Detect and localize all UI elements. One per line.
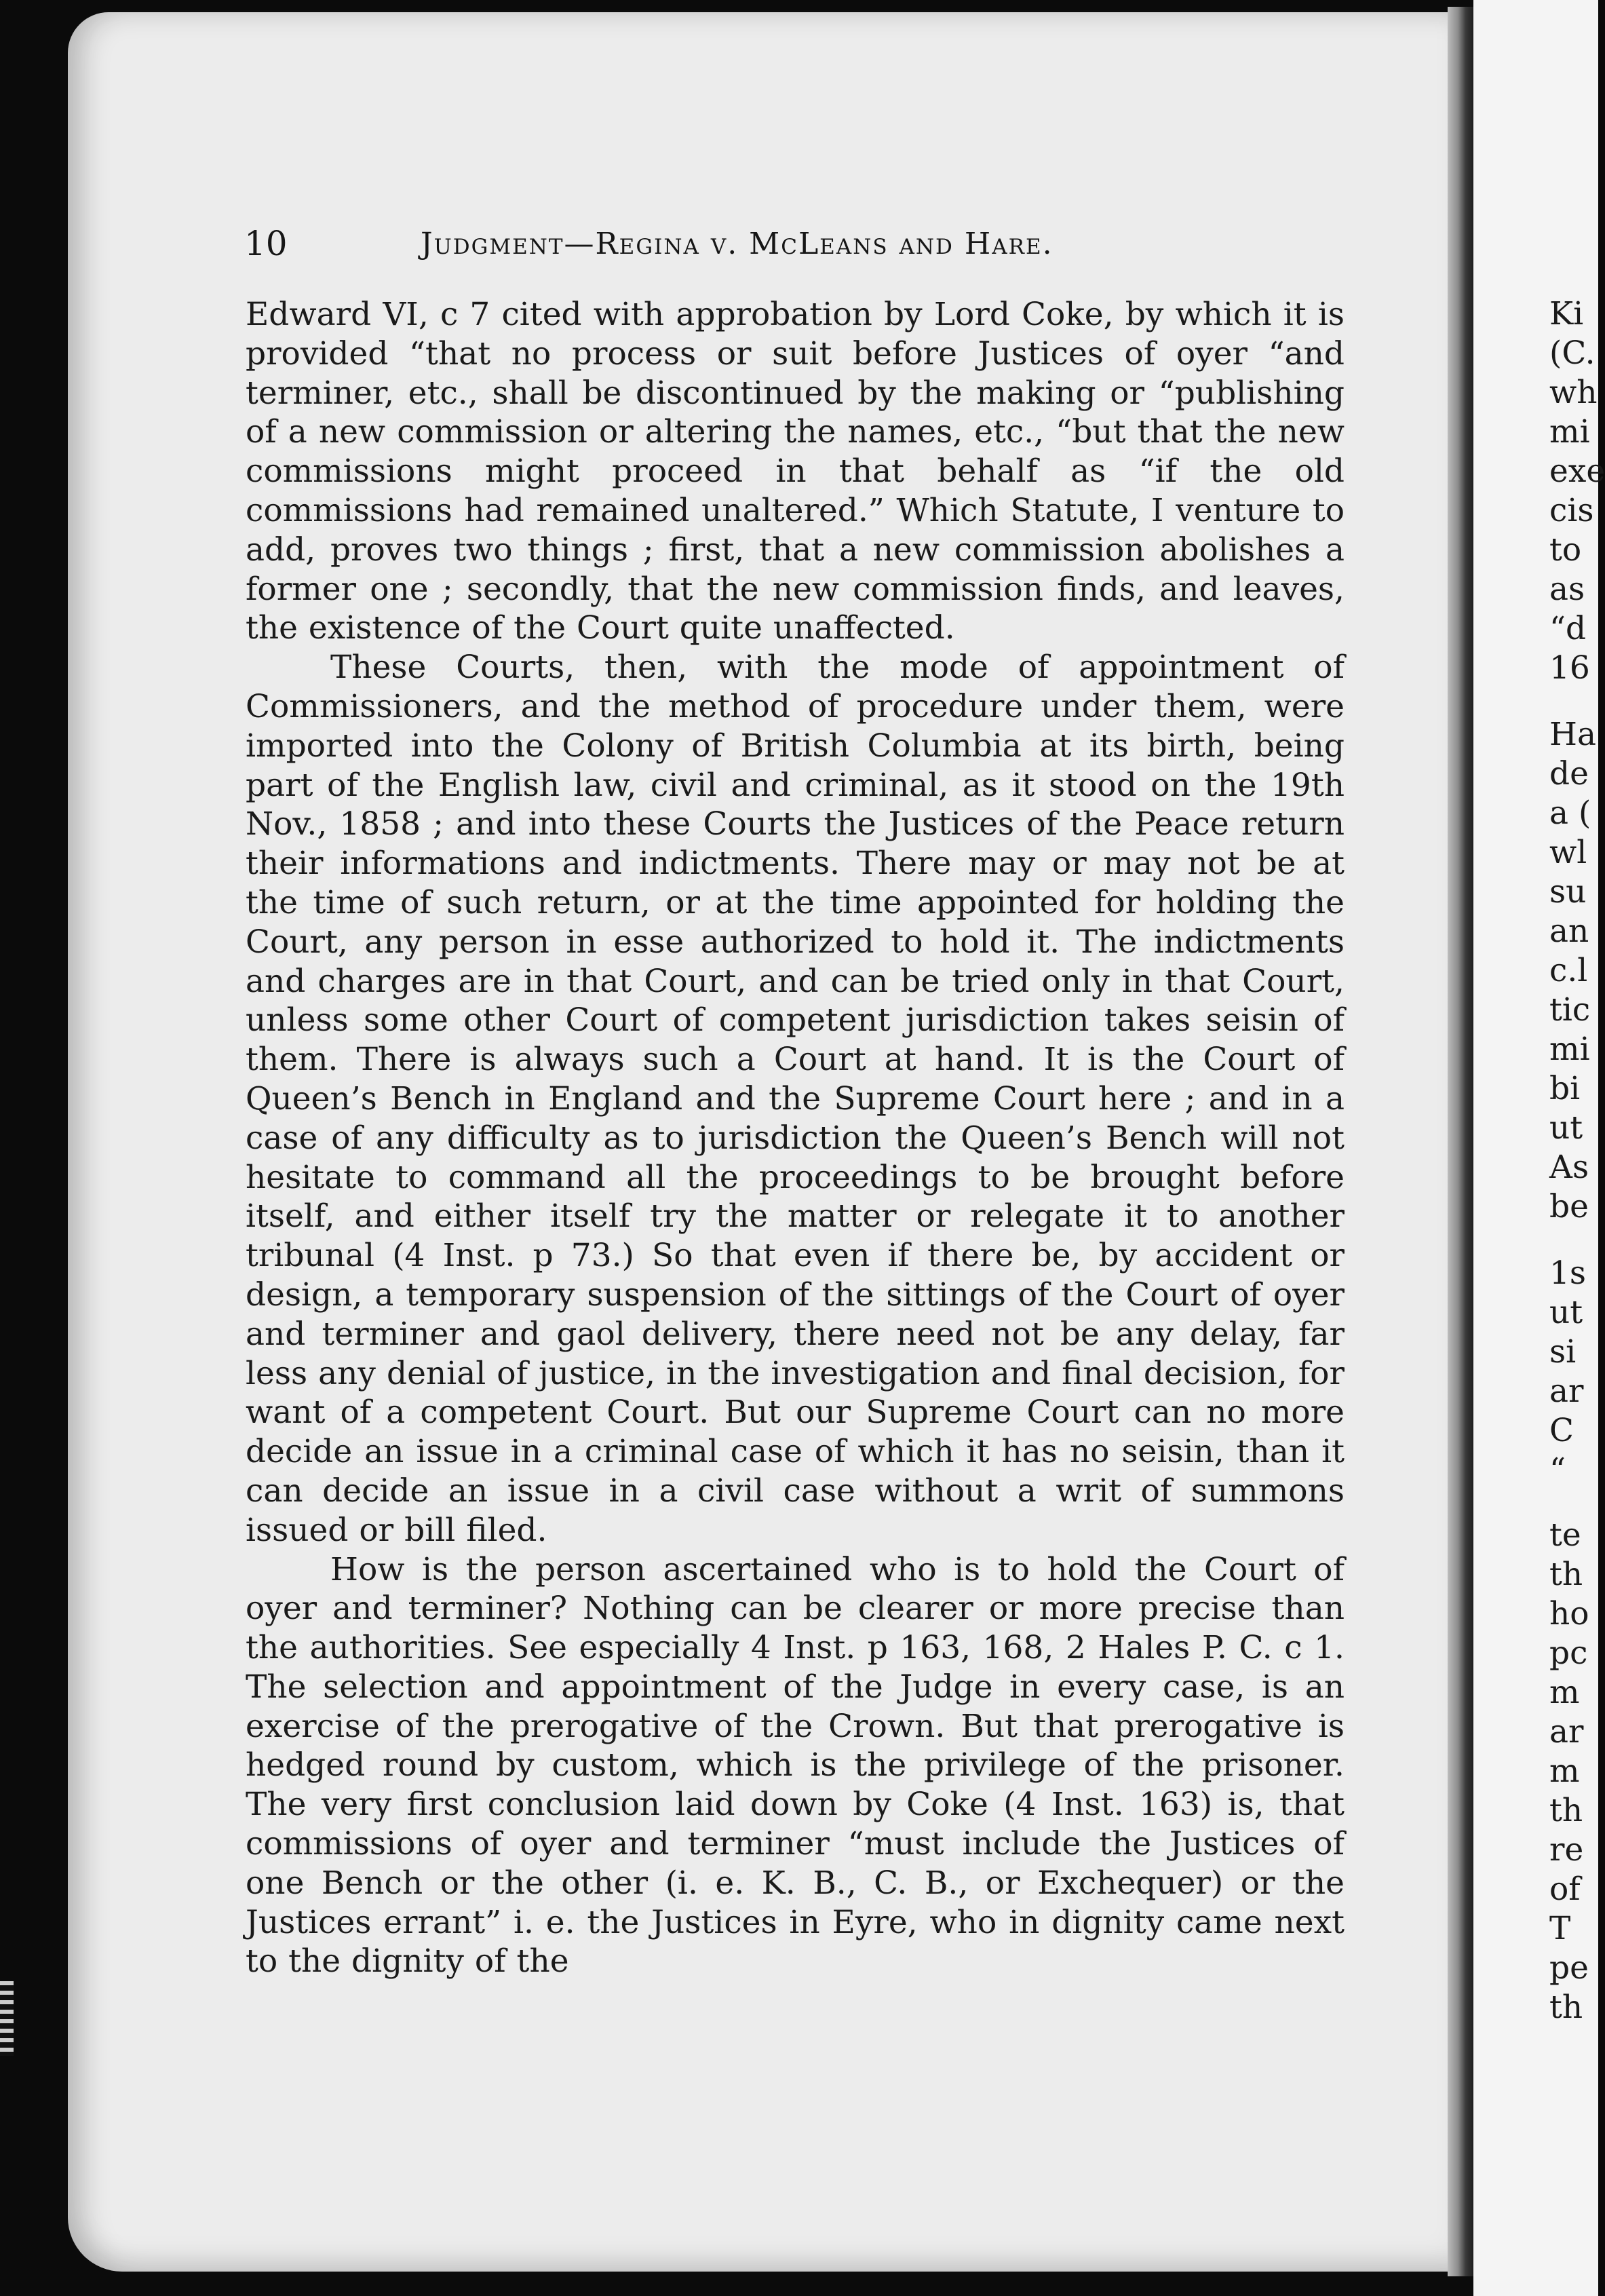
right-page-fragment: ho [1549,1595,1589,1632]
main-text [246,295,1345,1981]
right-page-fragment: pe [1549,1949,1589,1987]
right-page-fragment: C [1549,1412,1574,1449]
right-page-fragment: of [1549,1871,1581,1908]
right-page-fragment: re [1549,1831,1584,1869]
paragraph-1: Edward VI, c 7 cited with approbation by Lord Coke, by which it is provided “that no process or suit before Justices of oyer “and terminer, etc., shall be discontinued by the making or “publishing of a new commission or altering the names, etc., “but that the new commissions might proceed in that behalf as “if the old commissions had remained unaltered.” Which Statute, I venture to add, proves two things ; first, that a new commission abolishes a former one ; secondly, that the new commission finds, and leaves, the existence of the Court quite unaffected. [246,296,1345,647]
right-page-fragment: 16 [1549,649,1590,687]
right-page-fragment: th [1549,1556,1583,1593]
right-page-fragment: si [1549,1333,1577,1371]
right-page-fragment: de [1549,755,1589,792]
right-page-fragment: exe [1549,453,1605,490]
right-page-fragment: th [1549,1989,1583,2026]
right-page-fragment: bi [1549,1070,1581,1107]
right-page-fragment: “d [1549,610,1587,647]
right-page-fragment: Ha [1549,716,1597,753]
right-page-fragment: ar [1549,1373,1584,1410]
right-page-fragment: c.l [1549,952,1588,989]
right-page-fragment: Ki [1549,295,1584,332]
right-page-fragment: an [1549,913,1589,950]
right-page-fragment: tic [1549,991,1591,1029]
right-page-fragment: wl [1549,834,1587,871]
right-page-fragment: ut [1549,1294,1583,1331]
right-page-fragment: te [1549,1516,1581,1554]
right-page-fragment: T [1549,1910,1571,1947]
right-page-fragment: m [1549,1753,1580,1790]
running-title: Judgment—Regina v. McLeans and Hare. [421,227,1053,261]
right-page-fragment: be [1549,1188,1589,1225]
right-page-fragment: (C. [1549,334,1596,372]
paragraph-2: These Courts, then, with the mode of appointment of Commissioners, and the method of procedure under them, were imported into the Colony of British Columbia at its birth, being part of the English law, civil and criminal, as it stood on the 19th Nov., 1858 ; and into these Courts the Justices of the Peace return their informations and indictments. There may or may not be at the time of such return, or at the time appointed for holding the Court, any person in esse authorized to hold it. The indictments and charges are in that Court, and can be tried only in that Court, unless some other Court of competent jurisdiction takes seisin of them. There is always such a Court at hand. It is the Court of Queen’s Bench in England and the Supreme Court here ; and in a case of any difficulty as to jurisdiction the Queen’s Bench will not hesitate to command all the proceedings to be brought before itself, and either itself try the matter or relegate it to another tribunal (4 Inst. p 73.) So that even if there be, by accident or design, a temporary suspension of the sittings of the Court of oyer and terminer and gaol delivery, there need not be any delay, far less any denial of justice, in the investigation and final decision, for want of a competent Court. But our Supreme Court can no more decide an issue in a criminal case of which it has no seisin, than it can decide an issue in a civil case without a writ of summons issued or bill filed. [246,649,1345,1549]
right-page-fragment: As [1549,1149,1589,1186]
right-page-fragment: su [1549,873,1587,911]
paragraph-3: How is the person ascertained who is to hold the Court of oyer and terminer? Nothing can be clearer or more precise than the authorities. See especially 4 Inst. p 163, 168, 2 Hales P. C. c 1. The selection and appointment of the Judge in every case, is an exercise of the prerogative of the Crown. But that prerogative is hedged round by custom, which is the privilege of the prisoner. The very first conclusion laid down by Coke (4 Inst. 163) is, that commissions of oyer and terminer “must include the Justices of one Bench or the other (i. e. K. B., C. B., or Exchequer) or the Justices errant” i. e. the Justices in Eyre, who in dignity came next to the dignity of the [246,1550,1345,1981]
right-page-fragment: a ( [1549,795,1591,832]
right-page-fragment: ut [1549,1109,1583,1147]
right-page-fragment: mi [1549,1031,1590,1068]
page-number: 10 [244,224,288,263]
right-page-fragment: pc [1549,1634,1588,1672]
right-page-fragment: th [1549,1792,1583,1829]
right-page-fragment: as [1549,571,1585,608]
right-page-fragment: to [1549,531,1582,569]
right-page-fragment: ar [1549,1713,1584,1750]
page-edge-marks [0,1981,14,2056]
right-page-fragment: m [1549,1674,1580,1711]
right-page-fragment: cis [1549,492,1594,529]
page-header [244,224,1357,271]
right-page-fragment: mi [1549,413,1590,451]
right-page-fragment: 1s [1549,1255,1587,1292]
right-page-fragment: “ [1549,1451,1566,1489]
right-page-fragment: wh [1549,374,1598,411]
book-gutter [1448,7,1473,2276]
